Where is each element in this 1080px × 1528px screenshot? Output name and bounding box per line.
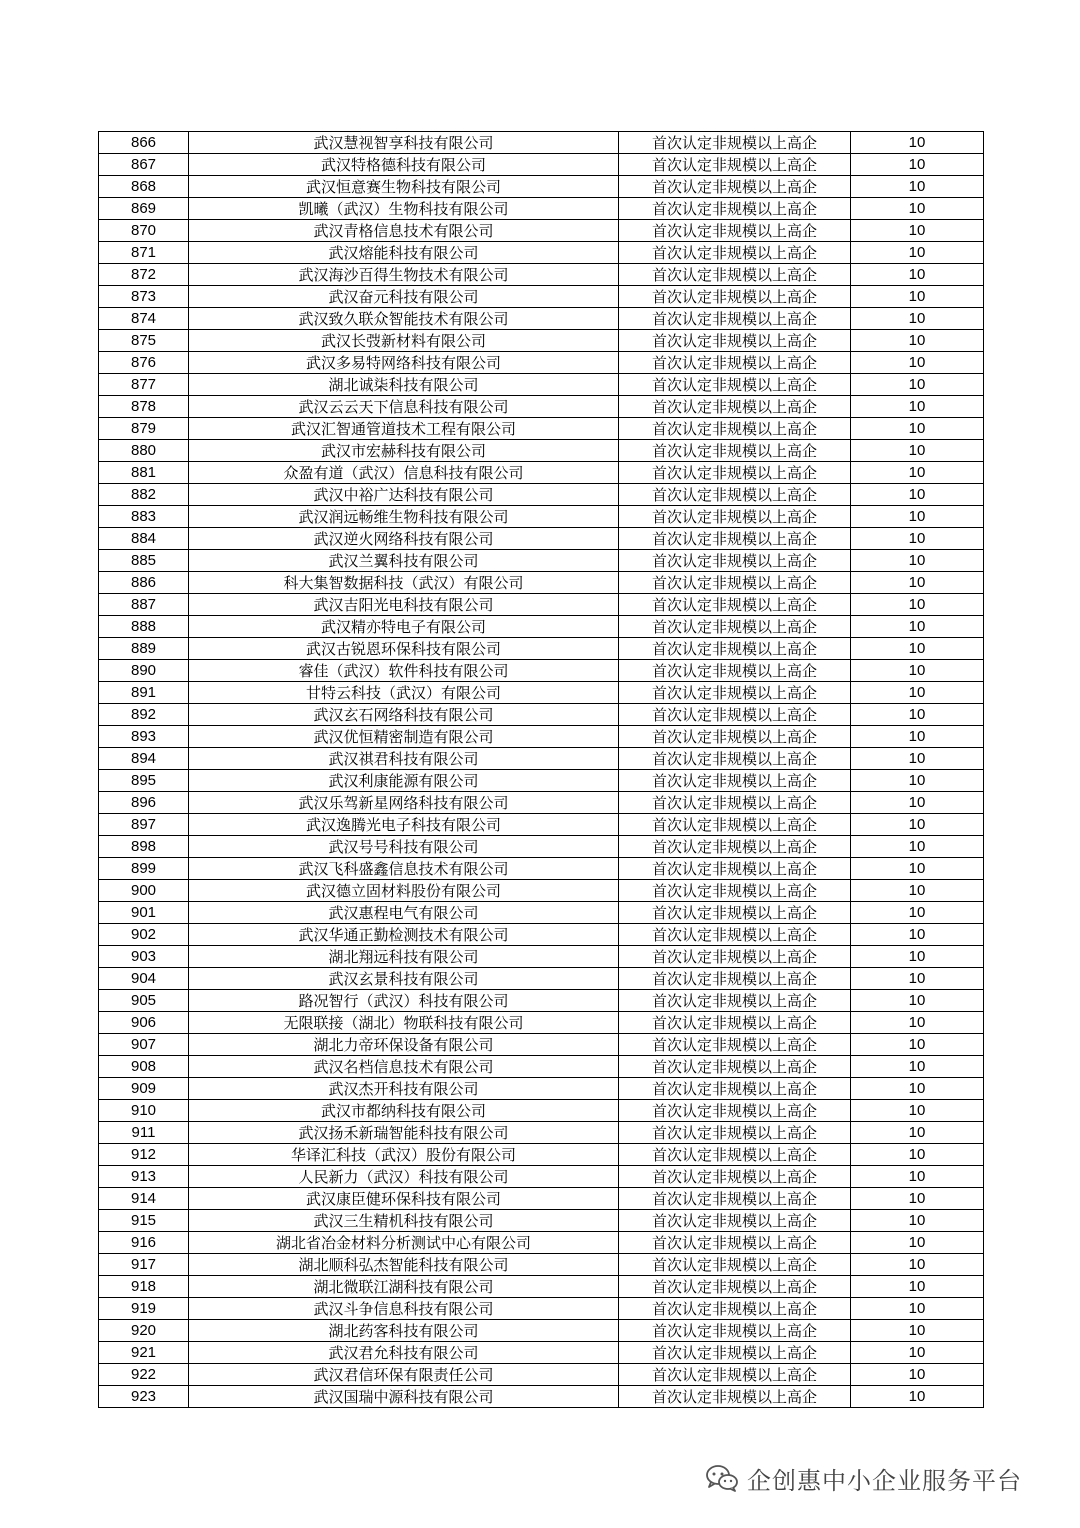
score: 10 (851, 1232, 984, 1254)
score: 10 (851, 1188, 984, 1210)
row-number: 907 (99, 1034, 189, 1056)
row-number: 875 (99, 330, 189, 352)
company-name: 人民新力（武汉）科技有限公司 (189, 1166, 619, 1188)
company-name: 武汉利康能源有限公司 (189, 770, 619, 792)
recognition-type: 首次认定非规模以上高企 (619, 1188, 851, 1210)
table-row (99, 264, 984, 286)
recognition-type: 首次认定非规模以上高企 (619, 814, 851, 836)
company-name: 湖北药客科技有限公司 (189, 1320, 619, 1342)
score: 10 (851, 924, 984, 946)
table-row (99, 308, 984, 330)
company-name: 武汉兰翼科技有限公司 (189, 550, 619, 572)
table-row (99, 770, 984, 792)
table-row (99, 726, 984, 748)
recognition-type: 首次认定非规模以上高企 (619, 660, 851, 682)
score: 10 (851, 1342, 984, 1364)
company-name: 武汉慧视智享科技有限公司 (189, 132, 619, 154)
table-row (99, 1078, 984, 1100)
recognition-type: 首次认定非规模以上高企 (619, 264, 851, 286)
recognition-type: 首次认定非规模以上高企 (619, 220, 851, 242)
row-number: 890 (99, 660, 189, 682)
table-row (99, 858, 984, 880)
score: 10 (851, 1298, 984, 1320)
table-row (99, 1276, 984, 1298)
score: 10 (851, 990, 984, 1012)
score: 10 (851, 572, 984, 594)
table-row (99, 1320, 984, 1342)
score: 10 (851, 1276, 984, 1298)
score: 10 (851, 770, 984, 792)
score: 10 (851, 1320, 984, 1342)
company-name: 湖北诚柒科技有限公司 (189, 374, 619, 396)
score: 10 (851, 132, 984, 154)
score: 10 (851, 264, 984, 286)
recognition-type: 首次认定非规模以上高企 (619, 726, 851, 748)
table-row (99, 176, 984, 198)
row-number: 906 (99, 1012, 189, 1034)
company-name: 凯曦（武汉）生物科技有限公司 (189, 198, 619, 220)
company-name: 武汉优恒精密制造有限公司 (189, 726, 619, 748)
recognition-type: 首次认定非规模以上高企 (619, 418, 851, 440)
table-row (99, 440, 984, 462)
table-row (99, 1166, 984, 1188)
recognition-type: 首次认定非规模以上高企 (619, 132, 851, 154)
table-row (99, 924, 984, 946)
company-name: 武汉长弢新材料有限公司 (189, 330, 619, 352)
table-row (99, 814, 984, 836)
company-name: 武汉玄石网络科技有限公司 (189, 704, 619, 726)
row-number: 885 (99, 550, 189, 572)
score: 10 (851, 242, 984, 264)
table-row (99, 616, 984, 638)
table-row (99, 1364, 984, 1386)
table-row (99, 1012, 984, 1034)
row-number: 866 (99, 132, 189, 154)
recognition-type: 首次认定非规模以上高企 (619, 682, 851, 704)
row-number: 913 (99, 1166, 189, 1188)
enterprise-table (98, 131, 984, 1408)
company-name: 湖北翔远科技有限公司 (189, 946, 619, 968)
table-row (99, 352, 984, 374)
company-name: 武汉康臣健环保科技有限公司 (189, 1188, 619, 1210)
company-name: 武汉多易特网络科技有限公司 (189, 352, 619, 374)
recognition-type: 首次认定非规模以上高企 (619, 946, 851, 968)
table-row (99, 1188, 984, 1210)
score: 10 (851, 638, 984, 660)
recognition-type: 首次认定非规模以上高企 (619, 1320, 851, 1342)
company-name: 湖北顺科弘杰智能科技有限公司 (189, 1254, 619, 1276)
score: 10 (851, 462, 984, 484)
table-row (99, 1122, 984, 1144)
watermark (705, 1458, 1022, 1498)
table-row (99, 528, 984, 550)
company-name: 武汉斗争信息科技有限公司 (189, 1298, 619, 1320)
row-number: 882 (99, 484, 189, 506)
recognition-type: 首次认定非规模以上高企 (619, 176, 851, 198)
recognition-type: 首次认定非规模以上高企 (619, 924, 851, 946)
recognition-type: 首次认定非规模以上高企 (619, 242, 851, 264)
recognition-type: 首次认定非规模以上高企 (619, 770, 851, 792)
table-row (99, 704, 984, 726)
score: 10 (851, 1012, 984, 1034)
recognition-type: 首次认定非规模以上高企 (619, 198, 851, 220)
table-row (99, 242, 984, 264)
table-row (99, 220, 984, 242)
score: 10 (851, 1078, 984, 1100)
company-name: 湖北微联江湖科技有限公司 (189, 1276, 619, 1298)
row-number: 903 (99, 946, 189, 968)
score: 10 (851, 396, 984, 418)
score: 10 (851, 1056, 984, 1078)
row-number: 873 (99, 286, 189, 308)
company-name: 武汉扬禾新瑞智能科技有限公司 (189, 1122, 619, 1144)
row-number: 888 (99, 616, 189, 638)
company-name: 武汉中裕广达科技有限公司 (189, 484, 619, 506)
recognition-type: 首次认定非规模以上高企 (619, 286, 851, 308)
company-name: 武汉古锐恩环保科技有限公司 (189, 638, 619, 660)
row-number: 892 (99, 704, 189, 726)
recognition-type: 首次认定非规模以上高企 (619, 902, 851, 924)
company-name: 武汉精亦特电子有限公司 (189, 616, 619, 638)
recognition-type: 首次认定非规模以上高企 (619, 968, 851, 990)
recognition-type: 首次认定非规模以上高企 (619, 748, 851, 770)
company-name: 武汉逸腾光电子科技有限公司 (189, 814, 619, 836)
table-row (99, 594, 984, 616)
row-number: 921 (99, 1342, 189, 1364)
company-name: 武汉特格德科技有限公司 (189, 154, 619, 176)
company-name: 武汉号号科技有限公司 (189, 836, 619, 858)
row-number: 884 (99, 528, 189, 550)
score: 10 (851, 440, 984, 462)
row-number: 897 (99, 814, 189, 836)
table-row (99, 1034, 984, 1056)
score: 10 (851, 418, 984, 440)
score: 10 (851, 1122, 984, 1144)
score: 10 (851, 198, 984, 220)
recognition-type: 首次认定非规模以上高企 (619, 1342, 851, 1364)
row-number: 869 (99, 198, 189, 220)
row-number: 902 (99, 924, 189, 946)
score: 10 (851, 220, 984, 242)
score: 10 (851, 968, 984, 990)
score: 10 (851, 330, 984, 352)
table-row (99, 286, 984, 308)
recognition-type: 首次认定非规模以上高企 (619, 1122, 851, 1144)
company-name: 武汉惠程电气有限公司 (189, 902, 619, 924)
company-name: 武汉君信环保有限责任公司 (189, 1364, 619, 1386)
recognition-type: 首次认定非规模以上高企 (619, 704, 851, 726)
row-number: 880 (99, 440, 189, 462)
table-row (99, 1342, 984, 1364)
row-number: 879 (99, 418, 189, 440)
table-row (99, 660, 984, 682)
score: 10 (851, 836, 984, 858)
table-row (99, 1056, 984, 1078)
score: 10 (851, 704, 984, 726)
recognition-type: 首次认定非规模以上高企 (619, 550, 851, 572)
recognition-type: 首次认定非规模以上高企 (619, 880, 851, 902)
score: 10 (851, 176, 984, 198)
recognition-type: 首次认定非规模以上高企 (619, 616, 851, 638)
row-number: 878 (99, 396, 189, 418)
company-name: 无限联接（湖北）物联科技有限公司 (189, 1012, 619, 1034)
recognition-type: 首次认定非规模以上高企 (619, 1232, 851, 1254)
score: 10 (851, 594, 984, 616)
table-row (99, 374, 984, 396)
row-number: 922 (99, 1364, 189, 1386)
score: 10 (851, 484, 984, 506)
score: 10 (851, 374, 984, 396)
recognition-type: 首次认定非规模以上高企 (619, 1276, 851, 1298)
table-row (99, 990, 984, 1012)
company-name: 睿佳（武汉）软件科技有限公司 (189, 660, 619, 682)
row-number: 872 (99, 264, 189, 286)
company-name: 武汉德立固材料股份有限公司 (189, 880, 619, 902)
row-number: 881 (99, 462, 189, 484)
wechat-icon (705, 1464, 739, 1492)
table-row (99, 330, 984, 352)
score: 10 (851, 660, 984, 682)
score: 10 (851, 528, 984, 550)
table-row (99, 1210, 984, 1232)
score: 10 (851, 1144, 984, 1166)
row-number: 916 (99, 1232, 189, 1254)
score: 10 (851, 792, 984, 814)
row-number: 908 (99, 1056, 189, 1078)
company-name: 科大集智数据科技（武汉）有限公司 (189, 572, 619, 594)
company-name: 武汉汇智通管道技术工程有限公司 (189, 418, 619, 440)
score: 10 (851, 682, 984, 704)
recognition-type: 首次认定非规模以上高企 (619, 396, 851, 418)
table-row (99, 836, 984, 858)
recognition-type: 首次认定非规模以上高企 (619, 572, 851, 594)
row-number: 912 (99, 1144, 189, 1166)
recognition-type: 首次认定非规模以上高企 (619, 1034, 851, 1056)
watermark-text: 企创惠中小企业服务平台 (747, 1466, 1022, 1495)
score: 10 (851, 880, 984, 902)
row-number: 911 (99, 1122, 189, 1144)
company-name: 武汉国瑞中源科技有限公司 (189, 1386, 619, 1408)
row-number: 871 (99, 242, 189, 264)
score: 10 (851, 1364, 984, 1386)
recognition-type: 首次认定非规模以上高企 (619, 1078, 851, 1100)
table-row (99, 682, 984, 704)
recognition-type: 首次认定非规模以上高企 (619, 330, 851, 352)
company-name: 甘特云科技（武汉）有限公司 (189, 682, 619, 704)
table-row (99, 396, 984, 418)
company-name: 武汉奋元科技有限公司 (189, 286, 619, 308)
recognition-type: 首次认定非规模以上高企 (619, 506, 851, 528)
row-number: 886 (99, 572, 189, 594)
row-number: 920 (99, 1320, 189, 1342)
row-number: 917 (99, 1254, 189, 1276)
table-body (99, 132, 984, 1408)
table-row (99, 462, 984, 484)
row-number: 893 (99, 726, 189, 748)
company-name: 武汉市都纳科技有限公司 (189, 1100, 619, 1122)
recognition-type: 首次认定非规模以上高企 (619, 1100, 851, 1122)
row-number: 870 (99, 220, 189, 242)
score: 10 (851, 726, 984, 748)
score: 10 (851, 352, 984, 374)
recognition-type: 首次认定非规模以上高企 (619, 1144, 851, 1166)
recognition-type: 首次认定非规模以上高企 (619, 308, 851, 330)
recognition-type: 首次认定非规模以上高企 (619, 440, 851, 462)
score: 10 (851, 154, 984, 176)
company-name: 湖北省冶金材料分析测试中心有限公司 (189, 1232, 619, 1254)
row-number: 883 (99, 506, 189, 528)
company-name: 武汉杰开科技有限公司 (189, 1078, 619, 1100)
row-number: 910 (99, 1100, 189, 1122)
row-number: 887 (99, 594, 189, 616)
table-row (99, 1100, 984, 1122)
row-number: 909 (99, 1078, 189, 1100)
row-number: 894 (99, 748, 189, 770)
company-name: 武汉海沙百得生物技术有限公司 (189, 264, 619, 286)
table-row (99, 484, 984, 506)
company-name: 武汉熔能科技有限公司 (189, 242, 619, 264)
table-row (99, 638, 984, 660)
company-name: 武汉君允科技有限公司 (189, 1342, 619, 1364)
recognition-type: 首次认定非规模以上高企 (619, 1166, 851, 1188)
recognition-type: 首次认定非规模以上高企 (619, 462, 851, 484)
score: 10 (851, 902, 984, 924)
company-name: 武汉润远畅维生物科技有限公司 (189, 506, 619, 528)
score: 10 (851, 1100, 984, 1122)
company-name: 武汉致久联众智能技术有限公司 (189, 308, 619, 330)
table-row (99, 550, 984, 572)
table-row (99, 902, 984, 924)
score: 10 (851, 858, 984, 880)
company-name: 武汉恒意赛生物科技有限公司 (189, 176, 619, 198)
recognition-type: 首次认定非规模以上高企 (619, 528, 851, 550)
table-row (99, 154, 984, 176)
company-name: 武汉青格信息技术有限公司 (189, 220, 619, 242)
score: 10 (851, 286, 984, 308)
company-name: 武汉飞科盛鑫信息技术有限公司 (189, 858, 619, 880)
row-number: 914 (99, 1188, 189, 1210)
recognition-type: 首次认定非规模以上高企 (619, 484, 851, 506)
company-name: 路况智行（武汉）科技有限公司 (189, 990, 619, 1012)
row-number: 891 (99, 682, 189, 704)
recognition-type: 首次认定非规模以上高企 (619, 858, 851, 880)
table-row (99, 506, 984, 528)
score: 10 (851, 946, 984, 968)
score: 10 (851, 814, 984, 836)
company-name: 武汉吉阳光电科技有限公司 (189, 594, 619, 616)
company-name: 武汉祺君科技有限公司 (189, 748, 619, 770)
score: 10 (851, 550, 984, 572)
row-number: 900 (99, 880, 189, 902)
score: 10 (851, 506, 984, 528)
row-number: 874 (99, 308, 189, 330)
row-number: 895 (99, 770, 189, 792)
row-number: 898 (99, 836, 189, 858)
recognition-type: 首次认定非规模以上高企 (619, 594, 851, 616)
recognition-type: 首次认定非规模以上高企 (619, 1386, 851, 1408)
table-row (99, 1386, 984, 1408)
table-row (99, 880, 984, 902)
company-name: 武汉乐驾新星网络科技有限公司 (189, 792, 619, 814)
score: 10 (851, 1386, 984, 1408)
score: 10 (851, 308, 984, 330)
recognition-type: 首次认定非规模以上高企 (619, 1012, 851, 1034)
table-row (99, 968, 984, 990)
company-name: 武汉逆火网络科技有限公司 (189, 528, 619, 550)
table-row (99, 418, 984, 440)
score: 10 (851, 1166, 984, 1188)
company-name: 湖北力帝环保设备有限公司 (189, 1034, 619, 1056)
recognition-type: 首次认定非规模以上高企 (619, 836, 851, 858)
company-name: 武汉华通正勤检测技术有限公司 (189, 924, 619, 946)
recognition-type: 首次认定非规模以上高企 (619, 792, 851, 814)
company-name: 武汉三生精机科技有限公司 (189, 1210, 619, 1232)
recognition-type: 首次认定非规模以上高企 (619, 638, 851, 660)
company-name: 华译汇科技（武汉）股份有限公司 (189, 1144, 619, 1166)
row-number: 896 (99, 792, 189, 814)
company-name: 武汉市宏赫科技有限公司 (189, 440, 619, 462)
score: 10 (851, 616, 984, 638)
company-name: 武汉名档信息技术有限公司 (189, 1056, 619, 1078)
table-row (99, 748, 984, 770)
company-name: 武汉玄景科技有限公司 (189, 968, 619, 990)
table-row (99, 946, 984, 968)
recognition-type: 首次认定非规模以上高企 (619, 1210, 851, 1232)
score: 10 (851, 1210, 984, 1232)
table-row (99, 572, 984, 594)
row-number: 923 (99, 1386, 189, 1408)
table-row (99, 1298, 984, 1320)
row-number: 889 (99, 638, 189, 660)
row-number: 915 (99, 1210, 189, 1232)
company-name: 众盈有道（武汉）信息科技有限公司 (189, 462, 619, 484)
recognition-type: 首次认定非规模以上高企 (619, 154, 851, 176)
company-name: 武汉云云天下信息科技有限公司 (189, 396, 619, 418)
row-number: 899 (99, 858, 189, 880)
row-number: 919 (99, 1298, 189, 1320)
row-number: 905 (99, 990, 189, 1012)
recognition-type: 首次认定非规模以上高企 (619, 1254, 851, 1276)
row-number: 904 (99, 968, 189, 990)
table-row (99, 132, 984, 154)
row-number: 876 (99, 352, 189, 374)
score: 10 (851, 1034, 984, 1056)
recognition-type: 首次认定非规模以上高企 (619, 1298, 851, 1320)
recognition-type: 首次认定非规模以上高企 (619, 374, 851, 396)
table-row (99, 198, 984, 220)
recognition-type: 首次认定非规模以上高企 (619, 352, 851, 374)
row-number: 877 (99, 374, 189, 396)
table-row (99, 792, 984, 814)
row-number: 918 (99, 1276, 189, 1298)
table-row (99, 1144, 984, 1166)
row-number: 867 (99, 154, 189, 176)
row-number: 868 (99, 176, 189, 198)
recognition-type: 首次认定非规模以上高企 (619, 990, 851, 1012)
score: 10 (851, 748, 984, 770)
table-row (99, 1232, 984, 1254)
recognition-type: 首次认定非规模以上高企 (619, 1056, 851, 1078)
row-number: 901 (99, 902, 189, 924)
recognition-type: 首次认定非规模以上高企 (619, 1364, 851, 1386)
table-row (99, 1254, 984, 1276)
score: 10 (851, 1254, 984, 1276)
